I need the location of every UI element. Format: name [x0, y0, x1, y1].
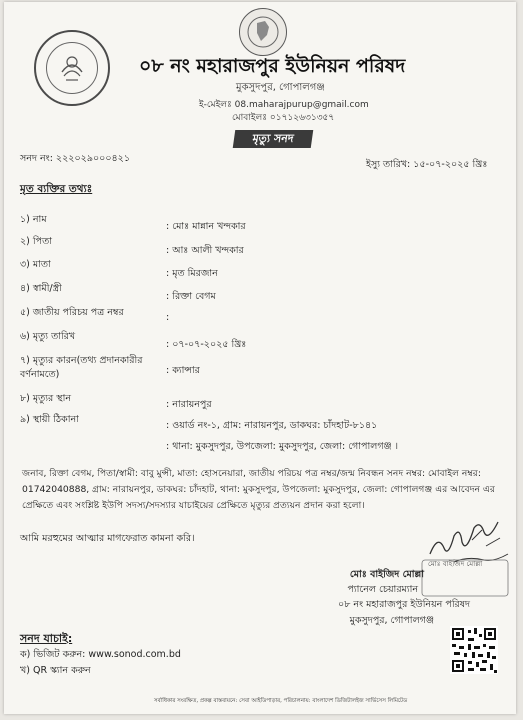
field-label-mother: ৩) মাতা [20, 259, 51, 270]
field-label-death-cause-note: বর্ণনামতে) [20, 369, 60, 380]
field-label-name: ১) নাম [20, 214, 47, 225]
stamp-name: মোঃ বাইজিদ মোল্লা [428, 560, 483, 568]
field-label-nid: ৫) জাতীয় পরিচয় পত্র নম্বর [20, 307, 124, 318]
field-value-nid: : [166, 312, 170, 323]
signer-place: মুকসুদপুর, গোপালগঞ্জ [349, 615, 434, 626]
header-mobile: মোবাইলঃ ০১৭১২৬৩১৩৫৭ [232, 113, 335, 123]
signer-role: প্যানেল চেয়ারম্যান [347, 584, 418, 595]
sonod-number: সনদ নং: ২২২০২৯০০০৪২১ [20, 153, 131, 164]
field-label-address: ৯) স্থায়ী ঠিকানা [20, 414, 79, 425]
header-address: মুকসুদপুর, গোপালগঞ্জ [236, 82, 325, 93]
field-value-death-place: : নারায়নপুর [166, 399, 212, 410]
field-label-death-cause: ৭) মৃত্যুর কারন(তথ্য প্রদানকারীর [20, 355, 143, 366]
government-emblem-logo [239, 8, 287, 56]
certification-paragraph: জনাব, রিক্তা বেগম, পিতা/স্বামী: বাবু মুন্সী, মাতা: হোসনেয়ারা, জাতীয় পরিচয় পত্র নম্বর/জন্ম নিবন্ধন সনদ নম্বর: মোবাইল নম্বর: 01742040888, গ্রাম: নারায়নপুর, ডাকঘর: চাঁদহাট, থানা: মুকসুদপুর, উপজেলা: মুকসুদপুর, জেলা: গোপালগঞ্জ এর আবেদন এর প্রেক্ষিতে এবং সংশ্লিষ্ট ইউপি সদস্য/সদস্যার যাচাইয়ের প্রেক্ষিতে মৃত্যুর প্রত্যয়ন প্রদান করা হলো। [22, 468, 495, 511]
prayer-line: আমি মরহুমের আত্মার মাগফেরাত কামনা করি। [20, 533, 195, 544]
certificate-badge: মৃত্যু সনদ [233, 130, 314, 148]
field-value-name: : মোঃ মান্নান খন্দকার [166, 221, 246, 232]
union-seal-logo [34, 30, 110, 106]
issue-date: ইস্যু তারিখ: ১৫-০৭-২০২৫ খ্রিঃ [366, 159, 488, 170]
section-title: মৃত ব্যক্তির তথ্যঃ [20, 183, 93, 195]
verify-visit-link[interactable]: ক) ভিজিট করুন: www.sonod.com.bd [20, 649, 181, 660]
field-label-death-date: ৬) মৃত্যু তারিখ [20, 331, 76, 342]
header-email: ই-মেইলঃ 08.maharajpurup@gmail.com [199, 100, 369, 110]
field-label-spouse: ৪) স্বামী/স্ত্রী [20, 283, 62, 294]
field-label-death-place: ৮) মৃত্যুর স্থান [20, 393, 72, 404]
qr-code-icon[interactable] [450, 626, 498, 674]
certificate-page [4, 2, 516, 714]
field-value-address-1: : ওয়ার্ড নং-১, গ্রাম: নারায়নপুর, ডাকঘর: চাঁদহাট-৮১৪১ [166, 420, 378, 431]
field-value-father: : আঃ আলী খন্দকার [166, 245, 244, 256]
field-value-spouse: : রিক্তা বেগম [166, 291, 216, 302]
union-title: ০৮ নং মহারাজপুর ইউনিয়ন পরিষদ [139, 55, 406, 77]
field-value-address-2: : থানা: মুকসুদপুর, উপজেলা: মুকসুদপুর, জেলা: গোপালগঞ্জ । [166, 441, 399, 452]
footer-note: সর্বাধিকার সংরক্ষিত, প্রকল্প বাস্তবায়নে: সেবা আইডিপাড়ার, পরিচালনায়: বাংলাদেশ ডিজিটালইজ সার্ভিসেস লিমিটেড [154, 698, 408, 704]
field-value-death-date: : ০৭-০৭-২০২৫ খ্রিঃ [166, 339, 247, 350]
signer-name: মোঃ বাইজিদ মোল্লা [349, 569, 424, 580]
verify-qr-instruction: খ) QR স্ক্যান করুন [20, 665, 91, 676]
field-label-father: ২) পিতা [20, 236, 52, 247]
field-value-mother: : মৃত মিরজান [166, 268, 218, 279]
signer-union: ০৮ নং মহারাজপুর ইউনিয়ন পরিষদ [338, 599, 470, 610]
verify-title: সনদ যাচাই: [20, 632, 73, 645]
field-value-death-cause: : ক্যান্সার [166, 365, 200, 376]
